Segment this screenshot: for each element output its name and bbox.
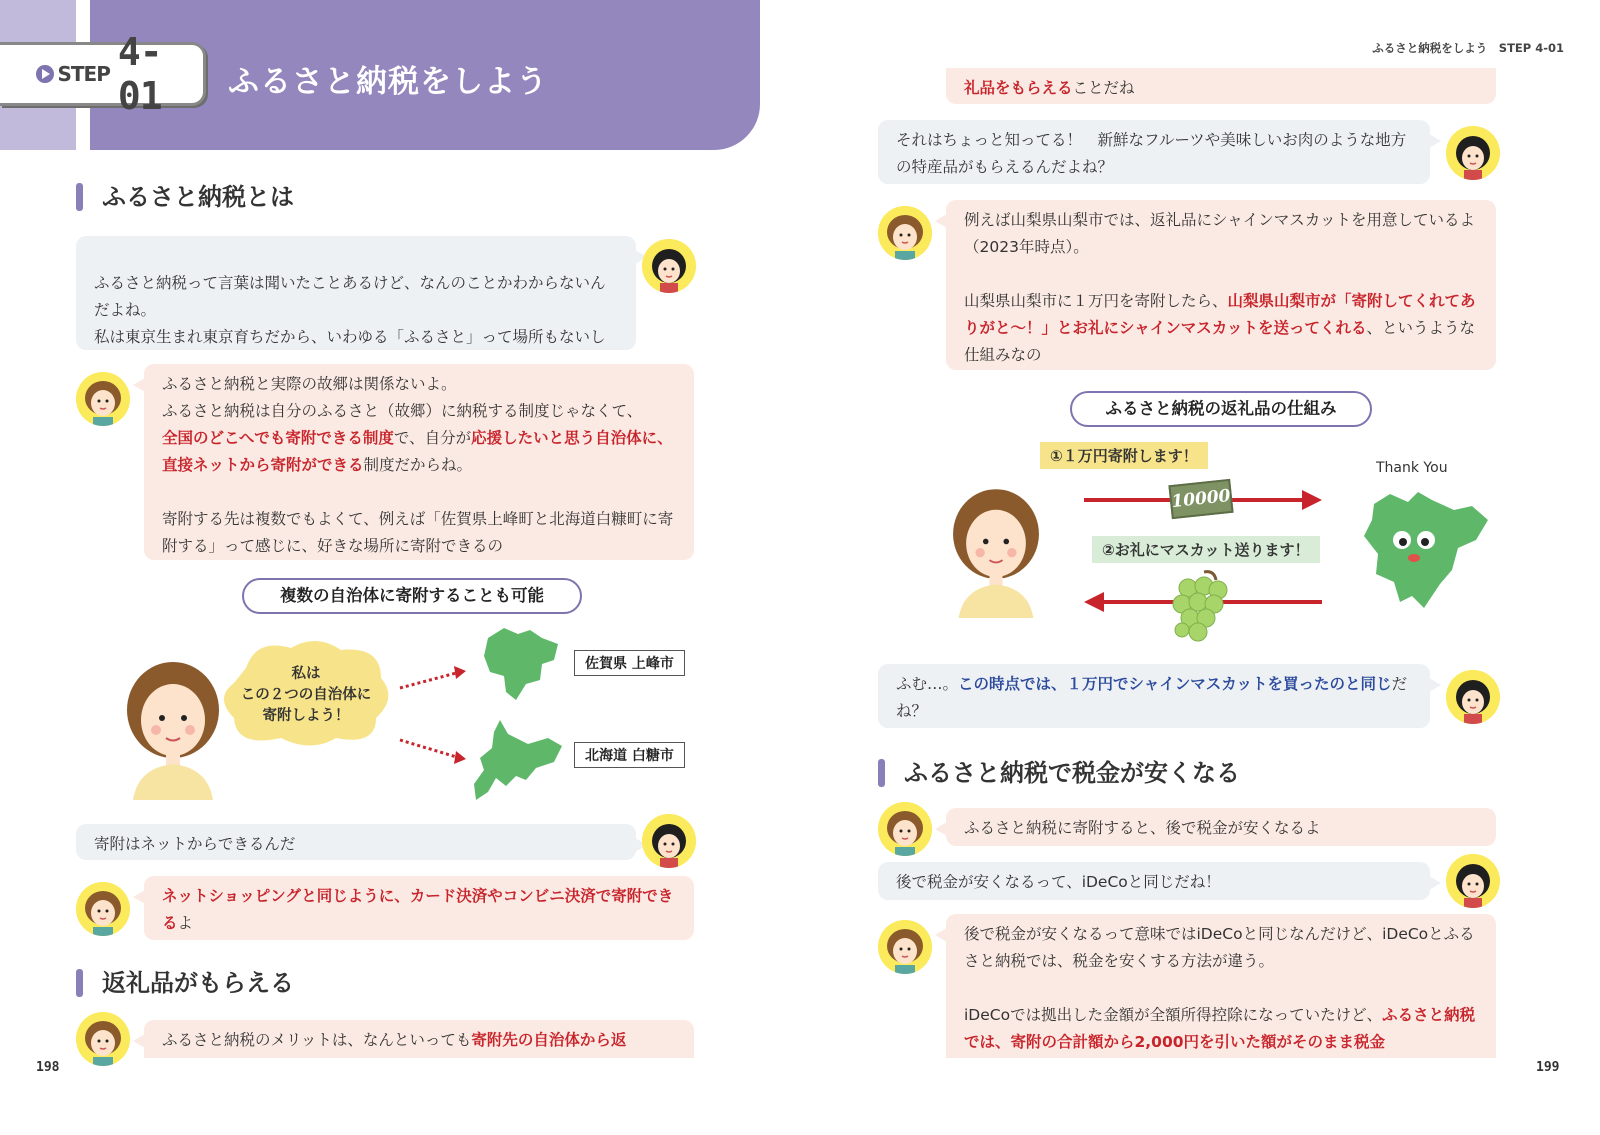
highlight-text: ふるさと納税では、寄附の合計額から2,000円を引いた額がそのまま税金 [964,1006,1476,1051]
section-heading-1: ふるさと納税とは [76,180,294,214]
section-heading-3: ふるさと納税で税金が安くなる [878,756,1240,790]
thank-you-text: Thank You [1376,460,1448,476]
section-heading-2: 返礼品がもらえる [76,966,294,1000]
bubble-woman-2 [144,876,694,940]
highlight-text: 応援したいと思う自治体に、直接ネットから寄附ができる [162,429,673,474]
bubble-woman-6 [946,914,1496,1058]
bubble-paragraph: 後で税金が安くなるって意味ではiDeCoと同じなんだけど、iDeCoとふるさと納税では、税金を安くする方法が違う。 [964,925,1475,970]
highlight-text: この時点では、１万円でシャインマスカットを買ったのと同じ [958,675,1392,693]
bubble-text: それはちょっと知ってる！ 新鮮なフルーツや美味しいお肉のような地方の特産品がもらえるんだよね？ [896,131,1407,176]
highlight-text: 全国のどこへでも寄附できる制度 [162,429,394,447]
plain-text: 制度だからね。 [363,456,473,474]
bubble-text: ふるさと納税って言葉は聞いたことあるけど、なんのことかわからないんだよね。 私は東京生まれ東京育ちだから、いわゆる「ふるさと」って場所もないし [94,274,606,346]
bubble-text: 寄附はネットからできるんだ [94,835,296,853]
bubble-woman-1 [144,364,694,560]
bubble-text: ふるさと納税に寄附すると、後で税金が安くなるよ [964,819,1321,837]
step-number: 4-01 [117,30,162,118]
woman-illustration [118,650,228,800]
avatar-woman [878,920,932,974]
saga-map [480,624,562,702]
bubble-paragraph: 寄附する先は複数でもよくて、例えば「佐賀県上峰町と北海道白糠町に寄附する」って感じに、好きな場所に寄附できるの [162,510,674,555]
plain-text: iDeCoでは拠出した金額が全額所得控除になっていたけど、 [964,1006,1383,1024]
avatar-woman [878,802,932,856]
bubble-woman-5 [946,808,1496,846]
plain-text: ふむ…。 [896,675,959,693]
bubble-girl-3 [878,120,1430,184]
plain-text: ふるさと納税のメリットは、なんといっても [162,1031,472,1049]
running-header: ふるさと納税をしよう STEP 4-01 [1372,41,1564,55]
plain-text: だね？ [896,675,1408,720]
bubble-woman-cont [946,68,1496,104]
avatar-girl [1446,126,1500,180]
plain-text: 山梨県山梨市に１万円を寄附したら、 [964,292,1228,310]
play-icon [36,65,54,83]
highlight-text: 礼品をもらえる [964,79,1073,97]
pill-label-1: 複数の自治体に寄附することも可能 [242,578,582,614]
bubble-mixed-paragraph [964,288,1478,369]
hokkaido-map [466,718,564,802]
avatar-girl [642,239,696,293]
label-hokkaido: 北海道 白糖市 [574,742,685,768]
grapes-icon [1168,568,1234,644]
bubble-girl-4 [878,664,1430,728]
illustration-return-gift [940,438,1500,648]
plain-text: よ [177,914,194,932]
illustration-multi-donation [118,620,708,800]
page-number-right: 199 [1536,1060,1560,1075]
banknote [1168,479,1233,519]
highlight-text: ネットショッピングと同じように、カード決済やコンビニ決済で寄附できる [162,887,674,932]
highlight-text: 寄附先の自治体から返 [471,1031,627,1049]
plain-text: 、というような仕組みなの [964,319,1476,364]
bubble-girl-2 [76,824,636,860]
avatar-woman [878,206,932,260]
yamanashi-mascot [1360,484,1490,614]
page-title: ふるさと納税をしよう [228,64,548,100]
avatar-girl [1446,854,1500,908]
banknote-value: 10000 [1170,485,1232,513]
bubble-woman-3 [144,1020,694,1058]
avatar-girl [1446,670,1500,724]
bubble-line: ふるさと納税は自分のふるさと（故郷）に納税する制度じゃなくて、 [162,402,643,420]
bubble-text: 後で税金が安くなるって、iDeCoと同じだね！ [896,873,1221,891]
bubble-paragraph: 例えば山梨県山梨市では、返礼品にシャインマスカットを用意しているよ（2023年時点）。 [964,211,1476,256]
tag-thanks: ②お礼にマスカット送ります！ [1092,536,1320,563]
bubble-girl-1 [76,236,636,350]
bubble-girl-5 [878,862,1430,900]
step-word: STEP [57,62,110,86]
step-badge [0,30,206,118]
avatar-woman [76,372,130,426]
pill-label-2: ふるさと納税の返礼品の仕組み [1070,391,1372,427]
page-number-left: 198 [36,1060,60,1075]
bubble-mixed-line [162,425,676,479]
woman-illustration [944,478,1048,618]
plain-text: で、自分が [393,429,472,447]
plain-text: ことだね [1072,79,1135,97]
avatar-woman [76,882,130,936]
bubble-mixed-paragraph [964,1002,1478,1056]
speech-cloud-text: 私は この２つの自治体に 寄附しよう！ [240,666,372,724]
tag-donate: ①１万円寄附します！ [1040,442,1208,469]
bubble-line: ふるさと納税と実際の故郷は関係ないよ。 [162,375,457,393]
dotted-arrows [396,660,476,770]
bubble-woman-4 [946,200,1496,370]
avatar-girl [642,814,696,868]
avatar-woman [76,1012,130,1066]
label-saga: 佐賀県 上峰市 [574,650,685,676]
highlight-text: 山梨県山梨市が「寄附してくれてありがと～！」とお礼にシャインマスカットを送ってくれる [964,292,1476,337]
